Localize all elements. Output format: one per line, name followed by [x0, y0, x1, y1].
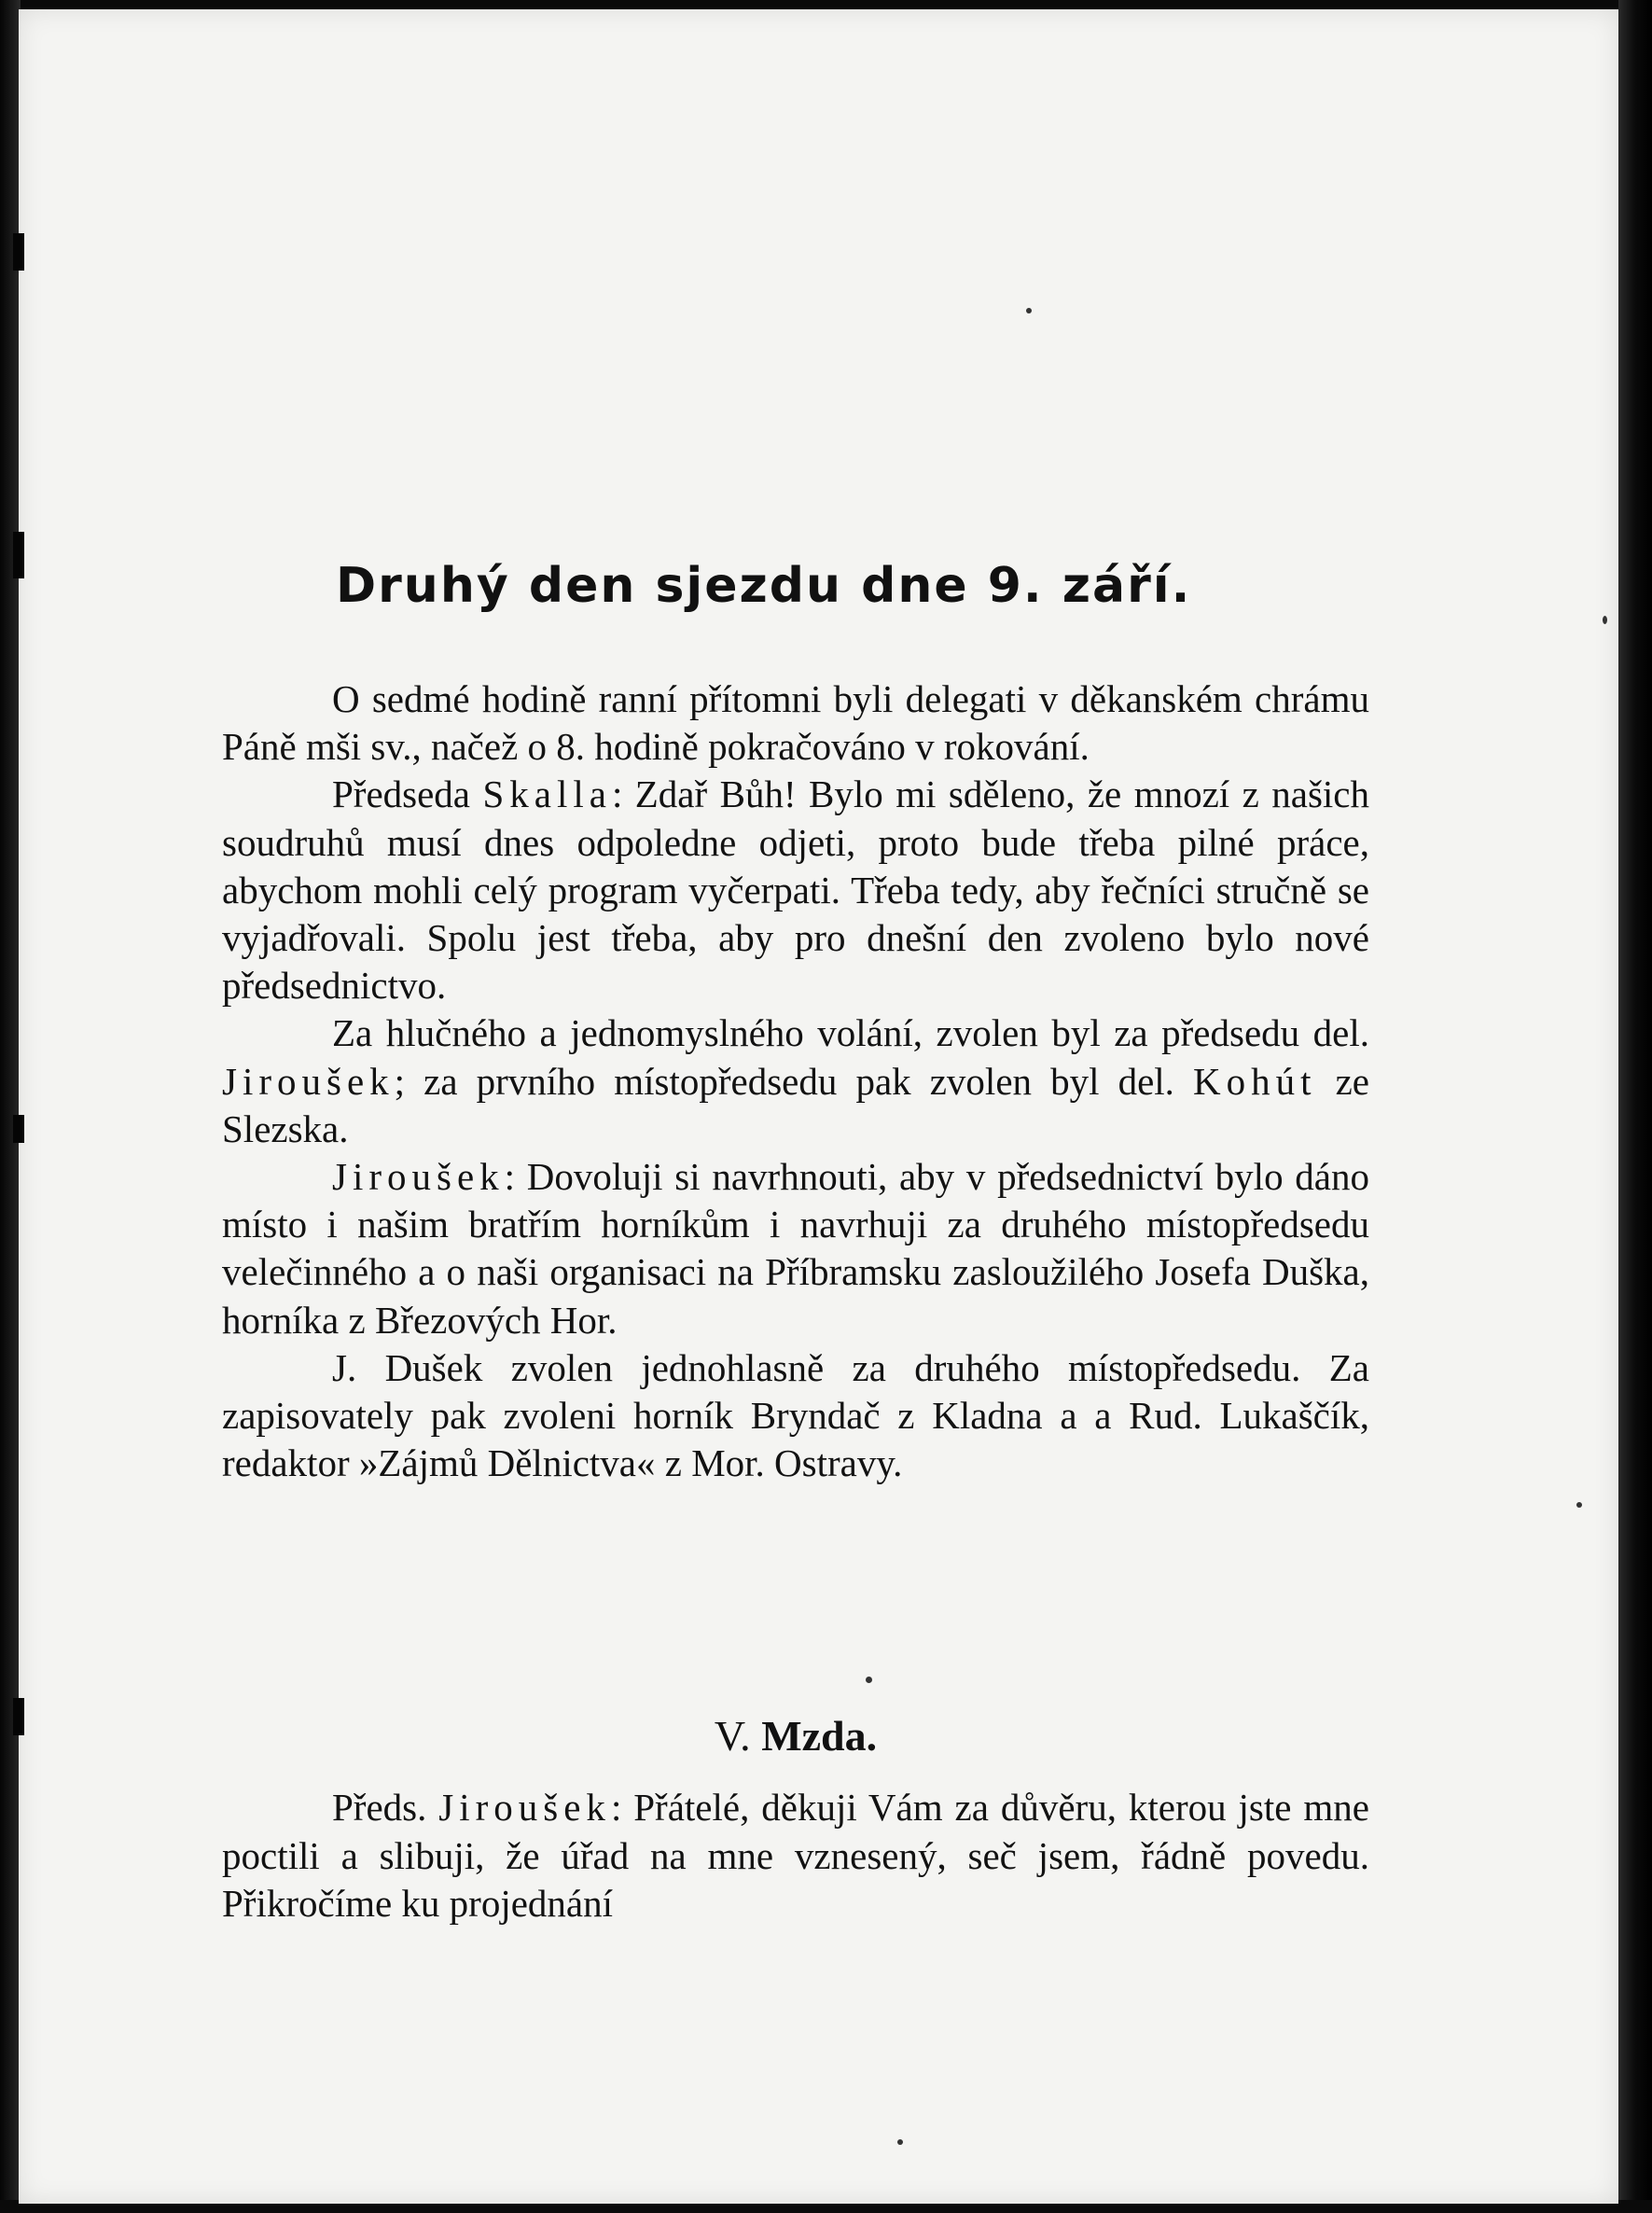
body-text-continued — [222, 1784, 1369, 1928]
paragraph — [222, 1009, 1369, 1153]
paragraph-text: Předseda — [332, 772, 483, 816]
paragraph-text: : Zdař Bůh! Bylo mi sděleno, že mnozí z našich soudruhů musí dnes odpoledne odjeti, proto bude třeba pilné práce, abychom mohli celý program vyčerpati. Třeba tedy, aby řečníci stručně se vyjadřovali. Spolu jest třeba, aby pro dnešní den zvoleno bylo nové předsednictvo. — [222, 772, 1369, 1008]
paragraph — [222, 1784, 1369, 1928]
scan-border-left — [0, 0, 21, 2213]
section-title: Mzda. — [761, 1712, 878, 1760]
paragraph-text: : Přátelé, děkuji Vám za důvěru, kterou jste mne poctili a slibuji, že úřad na mne vznesený, seč jsem, řádně povedu. Přikročíme ku projednání — [222, 1786, 1369, 1925]
paragraph-text: Předs. — [332, 1786, 439, 1829]
scan-speck — [897, 2139, 903, 2145]
scan-speck — [1576, 1502, 1582, 1508]
scan-speck — [866, 1677, 872, 1683]
binding-mark — [13, 1115, 24, 1143]
scan-speck — [1026, 308, 1032, 313]
page-heading: Druhý den sjezdu dne 9. září. — [336, 558, 1192, 614]
section-heading — [222, 1711, 1369, 1761]
spaced-name: Kohút — [1193, 1059, 1317, 1103]
paragraph — [222, 771, 1369, 1009]
body-text — [222, 675, 1369, 1487]
paragraph — [222, 675, 1369, 771]
paragraph-text: J. Dušek zvolen jednohlasně za druhého místopředsedu. Za zapisovately pak zvoleni horník Bryndač z Kladna a a Rud. Lukaščík, redaktor »Zájmů Dělnictva« z Mor. Ostravy. — [222, 1345, 1369, 1485]
spaced-name: Skalla — [482, 772, 612, 816]
binding-mark — [13, 532, 24, 578]
scan-speck — [1603, 616, 1607, 624]
paragraph-text: ; za prvního místopředsedu pak zvolen byl del. — [394, 1059, 1194, 1103]
spaced-name: Jiroušek — [222, 1059, 395, 1103]
paragraph-text: Za hlučného a jednomyslného volání, zvolen byl za předsedu del. — [332, 1011, 1369, 1055]
binding-mark — [13, 1698, 24, 1735]
spaced-name: Jiroušek — [332, 1155, 505, 1199]
paragraph-text: ze Slezska. — [222, 1059, 1369, 1150]
section-number: V. — [714, 1712, 751, 1760]
binding-mark — [13, 233, 24, 271]
paragraph — [222, 1344, 1369, 1488]
scan-border-right — [1618, 0, 1652, 2213]
paragraph-text: : Dovoluji si navrhnouti, aby v předsednictví bylo dáno místo i našim bratřím horníkům i navrhuji za druhého místopředsedu velečinného a o naši organisaci na Příbramsku zasloužilého Josefa Duška, horníka z Březových Hor. — [222, 1155, 1369, 1342]
paragraph — [222, 1153, 1369, 1344]
spaced-name: Jiroušek — [438, 1786, 611, 1829]
paragraph-text: O sedmé hodině ranní přítomni byli delegati v děkanském chrámu Páně mši sv., načež o 8. hodině pokračováno v rokování. — [222, 677, 1369, 769]
